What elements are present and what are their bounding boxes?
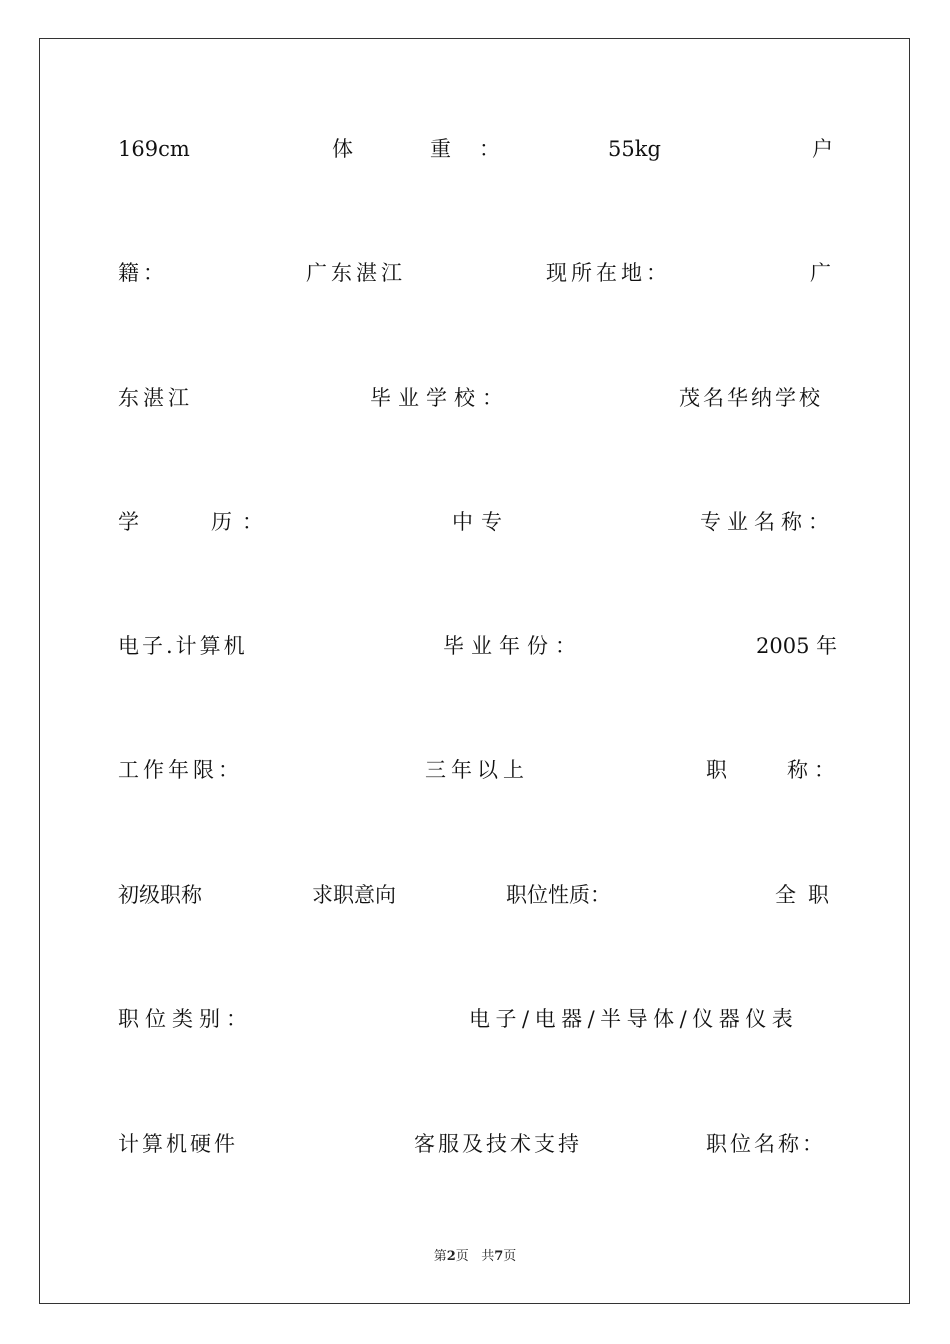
job-intention-heading: 求职意向 <box>312 883 396 907</box>
major-label: 专业名称： <box>700 510 835 534</box>
weight-label: 体 重： <box>332 137 528 161</box>
job-category-value: 电子/电器/半导体/仪器仪表 <box>469 1007 799 1031</box>
school-label: 毕业学校： <box>370 386 510 410</box>
text-line-9 <box>118 1126 834 1162</box>
school-value: 茂名华纳学校 <box>679 386 823 410</box>
hukou-value: 广东湛江 <box>306 261 406 285</box>
work-years-label: 工作年限： <box>118 758 243 782</box>
page-frame <box>39 38 910 1304</box>
location-value-start: 广 <box>810 261 835 285</box>
text-line-2 <box>118 255 834 291</box>
text-line-6 <box>118 752 841 788</box>
location-label: 现所在地： <box>546 261 671 285</box>
grad-year-value: 2005 年 <box>756 634 838 658</box>
height-value: 169cm <box>118 137 190 161</box>
major-value: 电子.计算机 <box>118 634 248 658</box>
total-pages: 7 <box>494 1249 504 1264</box>
job-title-label: 职位名称： <box>706 1132 826 1156</box>
job-category-value-2: 计算机硬件 <box>118 1132 238 1156</box>
text-line-8 <box>118 1001 834 1037</box>
weight-value: 55kg <box>608 137 661 161</box>
title-value: 初级职称 <box>118 883 202 907</box>
text-line-3 <box>118 380 834 416</box>
text-line-1 <box>118 131 837 167</box>
location-value-end: 东湛江 <box>118 386 193 410</box>
page-prefix: 第 <box>433 1249 447 1264</box>
hukou-label-end: 籍： <box>118 261 168 285</box>
work-years-value: 三年以上 <box>425 758 529 782</box>
total-prefix: 共 <box>481 1249 495 1264</box>
job-category-value-3: 客服及技术支持 <box>414 1132 582 1156</box>
text-line-5 <box>118 628 838 664</box>
page-footer <box>0 1245 950 1264</box>
total-suffix: 页 <box>503 1249 517 1264</box>
education-label: 学 历： <box>118 510 273 534</box>
page-number: 2 <box>446 1249 456 1264</box>
education-value: 中专 <box>452 510 510 534</box>
text-line-7 <box>118 877 841 913</box>
job-nature-label: 职位性质： <box>506 883 611 907</box>
text-line-4 <box>118 504 834 540</box>
page-suffix: 页 <box>455 1249 469 1264</box>
job-nature-value: 全职 <box>775 883 841 907</box>
title-label: 职 称： <box>706 758 841 782</box>
hukou-label-start: 户 <box>812 137 837 161</box>
grad-year-label: 毕业年份： <box>443 634 583 658</box>
job-category-label: 职位类别： <box>118 1007 253 1031</box>
